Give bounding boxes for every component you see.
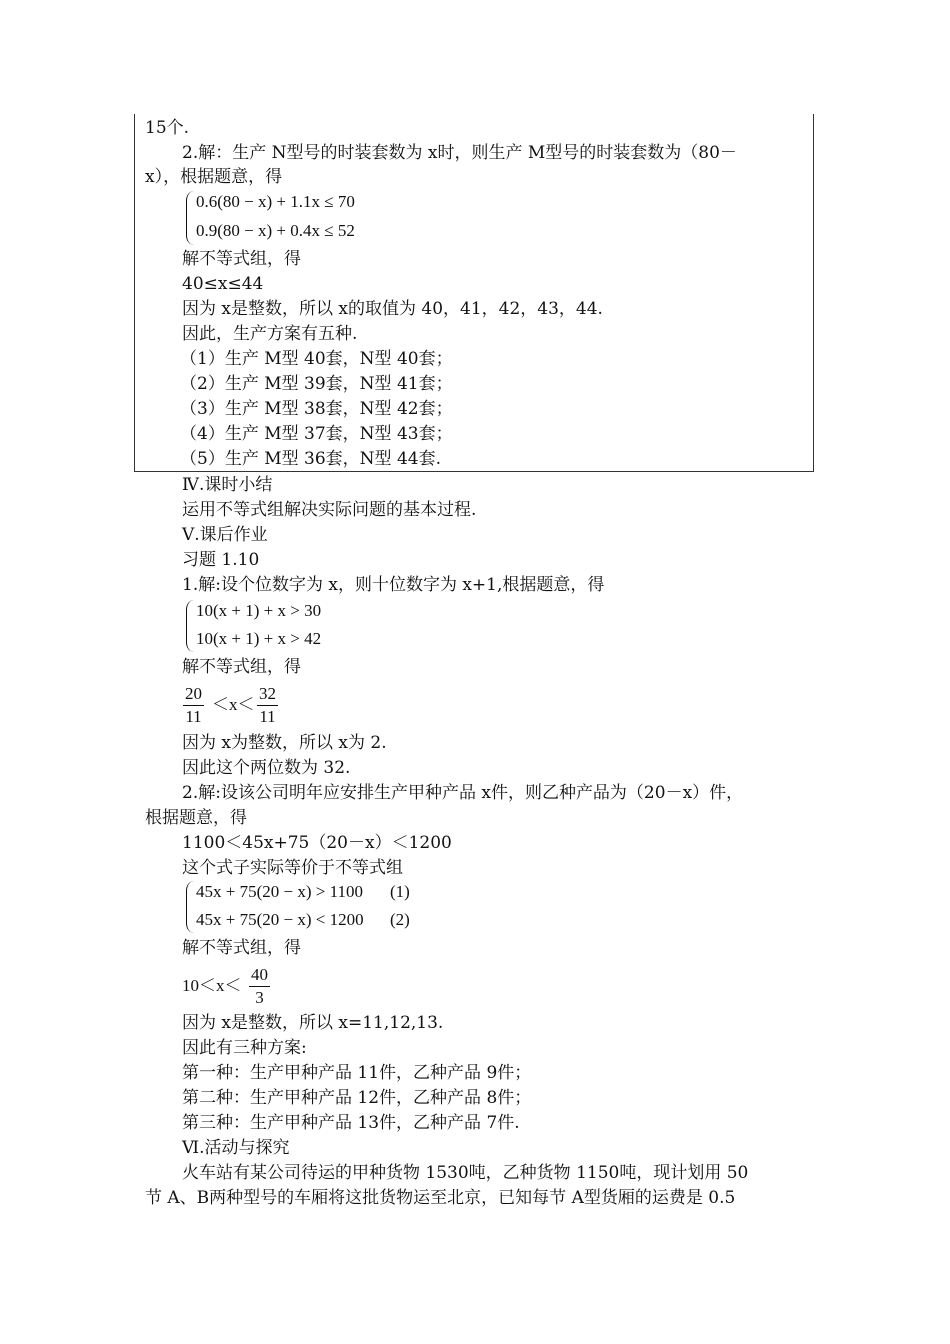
plan-3: 第三种：生产甲种产品 13件，乙种产品 7件. xyxy=(182,1113,520,1133)
q2-equivalent-note: 这个式子实际等价于不等式组 xyxy=(182,858,403,878)
fraction-denominator: 11 xyxy=(259,707,276,726)
q2-fraction xyxy=(249,964,270,1009)
activity-title: Ⅵ.活动与探究 xyxy=(182,1138,290,1158)
box-line-7: 因此，生产方案有五种. xyxy=(182,324,358,344)
system-row-1: 0.6(80 − x) + 1.1x ≤ 70 xyxy=(196,192,355,211)
q2-inequality: 1100＜45x+75（20－x）＜1200 xyxy=(182,833,452,853)
summary-text: 运用不等式组解决实际问题的基本过程. xyxy=(182,500,477,520)
system-brace xyxy=(186,881,194,933)
system-brace xyxy=(186,600,194,652)
box-line-5: 40≤x≤44 xyxy=(182,274,264,294)
exercise-title: 习题 1.10 xyxy=(182,550,260,570)
q2-statement-line-1: 2.解:设该公司明年应安排生产甲种产品 x件，则乙种产品为（20－x）件， xyxy=(182,783,744,803)
q1-inequality-system xyxy=(186,600,356,652)
box-line-11: （4）生产 M型 37套，N型 43套； xyxy=(180,424,453,444)
activity-line-2: 节 A、B两种型号的车厢将这批货物运至北京，已知每节 A型货厢的运费是 0.5 xyxy=(145,1188,736,1208)
summary-title: Ⅳ.课时小结 xyxy=(182,475,273,495)
system-tag-1: (1) xyxy=(390,882,410,901)
system-row-1: 10(x + 1) + x > 30 xyxy=(196,601,322,620)
q1-fraction-left xyxy=(183,683,204,728)
homework-title: Ⅴ.课后作业 xyxy=(182,525,268,545)
q1-statement: 1.解:设个位数字为 x，则十位数字为 x+1,根据题意，得 xyxy=(182,575,605,595)
q2-integer-note: 因为 x是整数，所以 x=11,12,13. xyxy=(182,1013,444,1033)
system-row-2: 10(x + 1) + x > 42 xyxy=(196,629,322,648)
system-brace xyxy=(186,191,194,245)
q2-statement-line-2: 根据题意，得 xyxy=(145,808,247,828)
box-line-6: 因为 x是整数，所以 x的取值为 40，41，42，43，44. xyxy=(182,299,603,319)
system-tag-2: (2) xyxy=(390,910,410,929)
q1-integer-note: 因为 x为整数，所以 x为 2. xyxy=(182,733,387,753)
q2-inequality-system xyxy=(186,881,426,933)
box-line-12: （5）生产 M型 36套，N型 44套. xyxy=(180,449,441,469)
fraction-denominator: 3 xyxy=(255,988,264,1007)
plan-1: 第一种：生产甲种产品 11件，乙种产品 9件； xyxy=(182,1063,532,1083)
box-line-2: 2.解：生产 N型号的时装套数为 x时，则生产 M型号的时装套数为（80－ xyxy=(182,143,737,163)
box-line-3: x），根据题意，得 xyxy=(145,167,283,187)
box-line-10: （3）生产 M型 38套，N型 42套； xyxy=(180,399,453,419)
fraction-denominator: 11 xyxy=(185,707,202,726)
q2-solution-left: 10＜x＜ xyxy=(182,976,242,995)
activity-line-1: 火车站有某公司待运的甲种货物 1530吨，乙种货物 1150吨，现计划用 50 xyxy=(182,1163,749,1183)
box-inequality-system xyxy=(186,191,406,245)
q1-fraction-right xyxy=(257,683,278,728)
q1-fraction-relation: ＜x＜ xyxy=(212,695,255,714)
box-line-1: 15个. xyxy=(145,118,190,138)
q1-answer: 因此这个两位数为 32. xyxy=(182,758,351,778)
q2-solve: 解不等式组，得 xyxy=(182,938,301,958)
plan-2: 第二种：生产甲种产品 12件，乙种产品 8件； xyxy=(182,1088,532,1108)
box-line-4: 解不等式组，得 xyxy=(182,249,301,269)
fraction-numerator: 32 xyxy=(257,683,278,706)
box-line-9: （2）生产 M型 39套，N型 41套； xyxy=(180,374,453,394)
fraction-numerator: 40 xyxy=(249,964,270,987)
q2-plans-title: 因此有三种方案: xyxy=(182,1038,307,1058)
q1-solve: 解不等式组，得 xyxy=(182,657,301,677)
system-row-1: 45x + 75(20 − x) > 1100 xyxy=(196,882,363,901)
box-line-8: （1）生产 M型 40套，N型 40套； xyxy=(180,349,453,369)
fraction-numerator: 20 xyxy=(183,683,204,706)
system-row-2: 45x + 75(20 − x) < 1200 xyxy=(196,910,364,929)
system-row-2: 0.9(80 − x) + 0.4x ≤ 52 xyxy=(196,221,355,240)
